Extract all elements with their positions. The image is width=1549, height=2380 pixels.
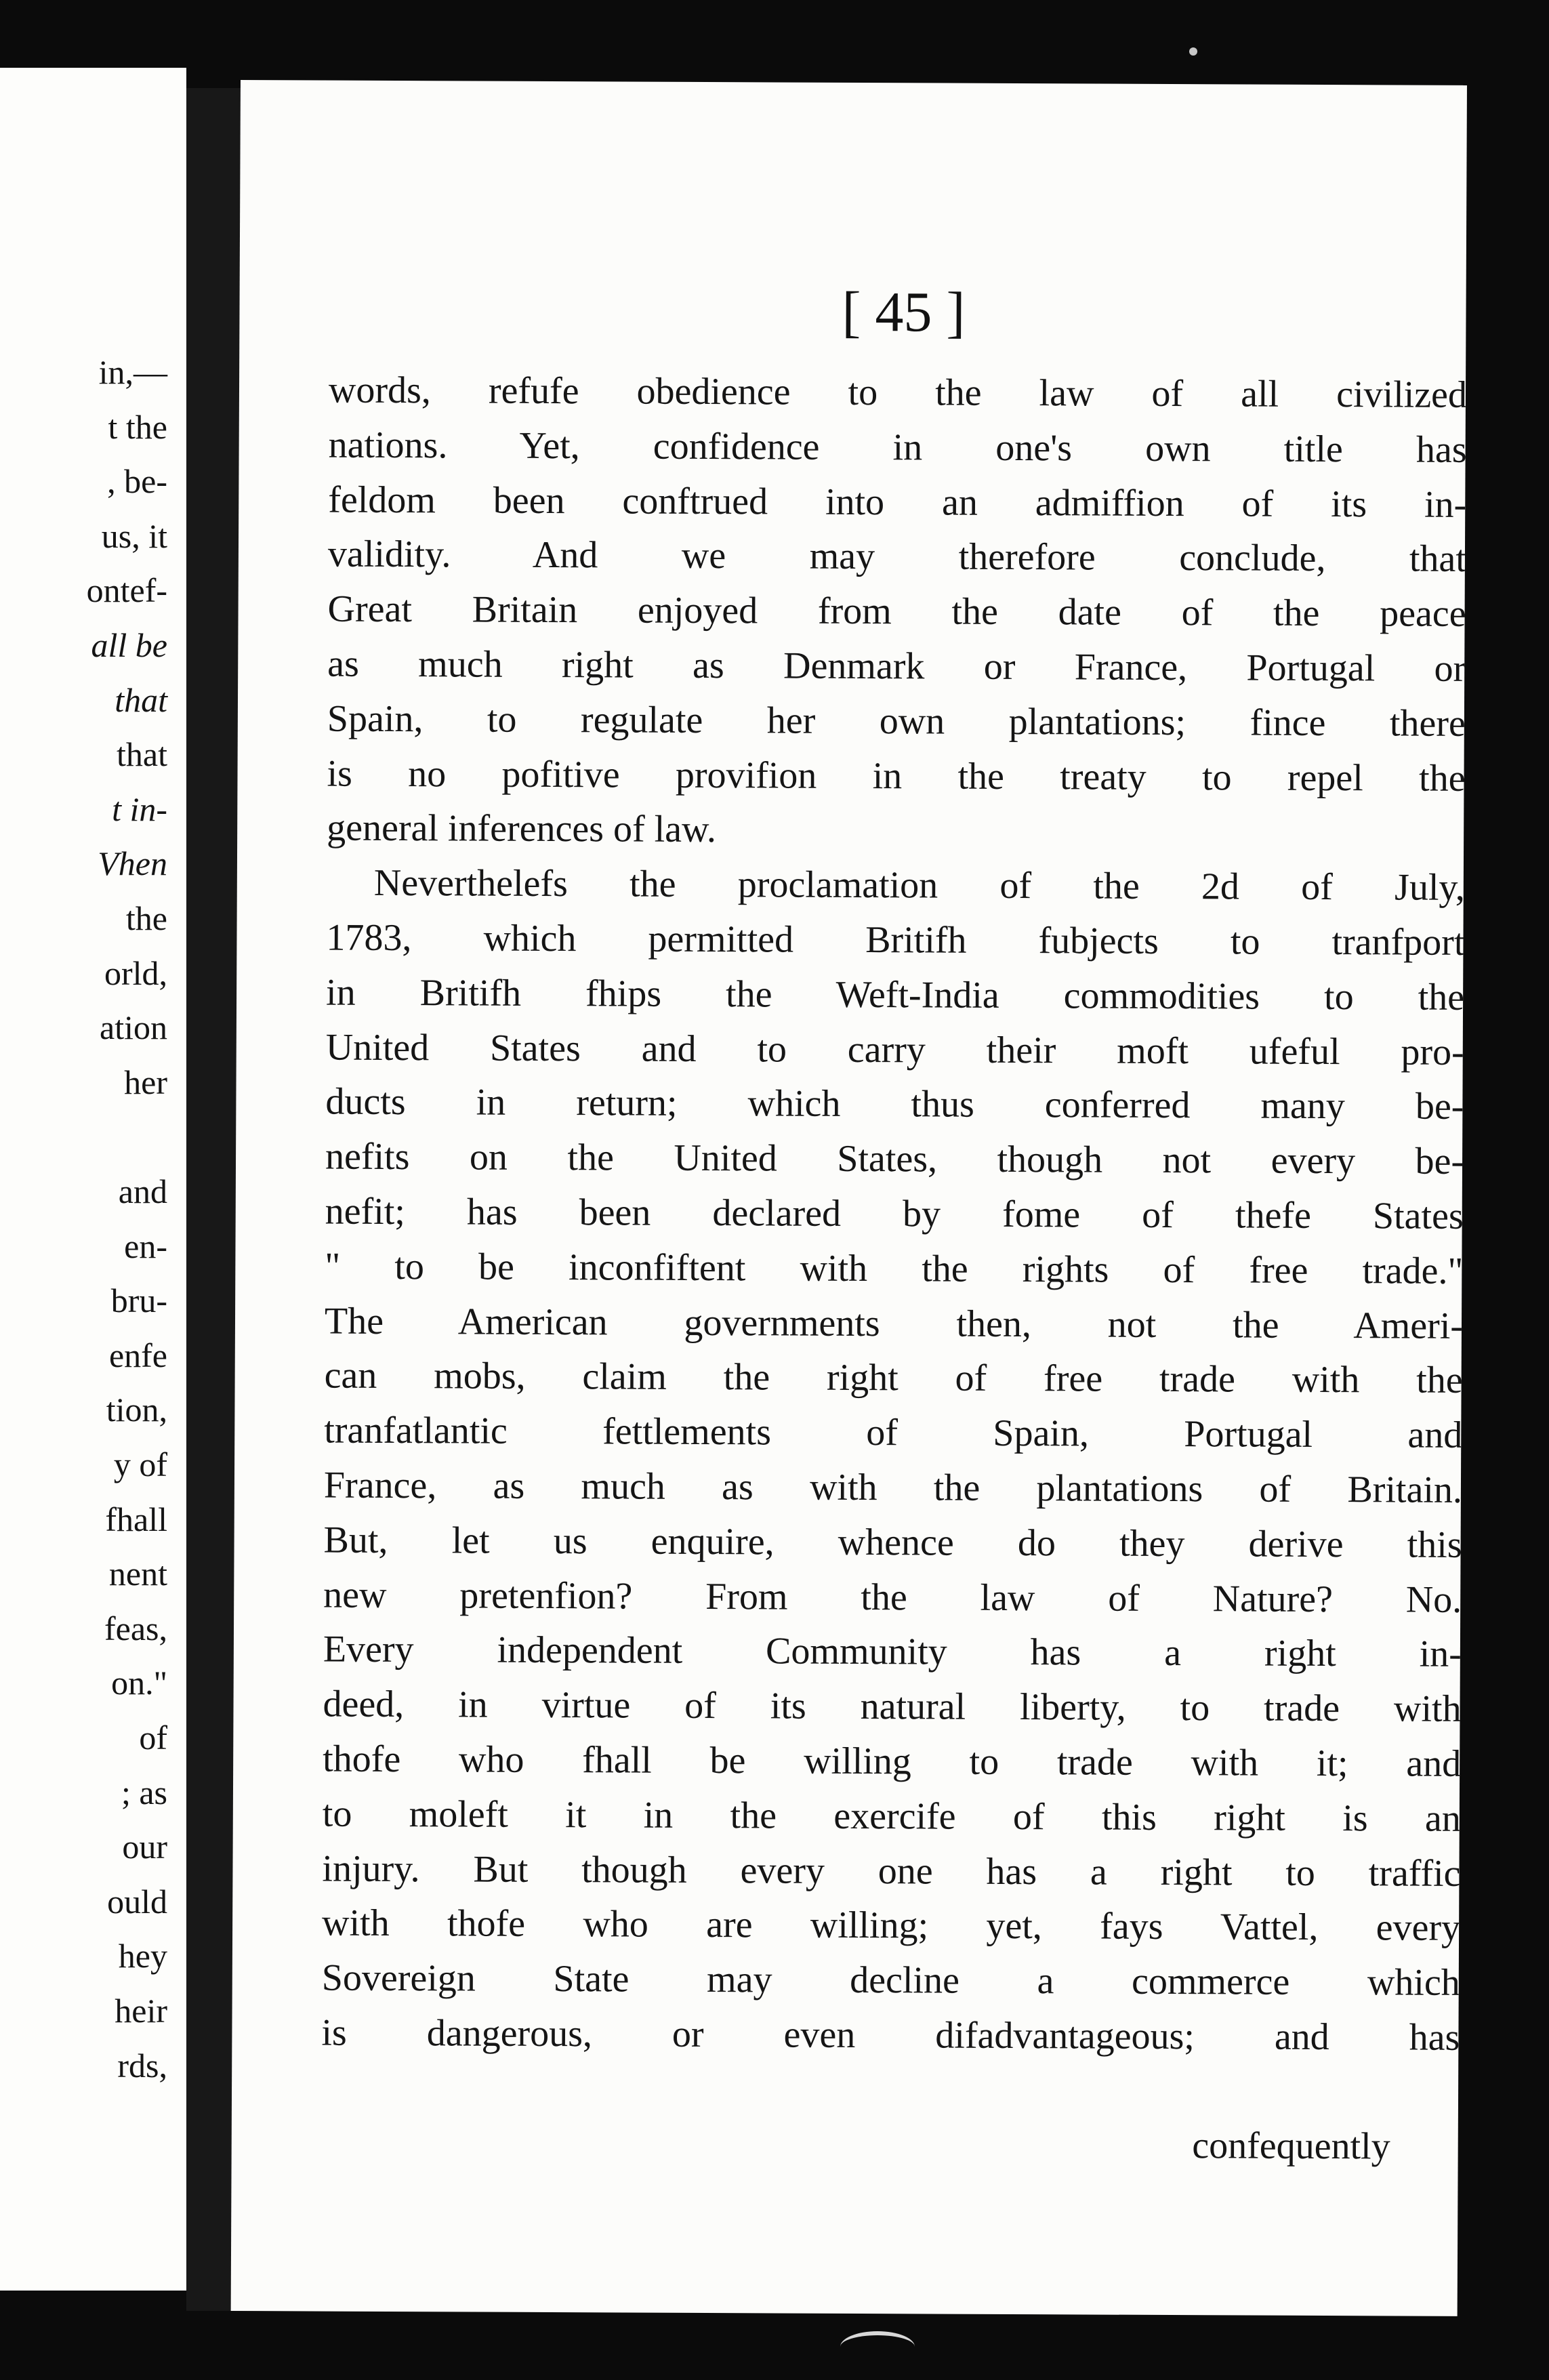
- left-page-line: our: [122, 1828, 167, 1866]
- left-page-line: hey: [118, 1937, 167, 1975]
- left-page-line: ould: [107, 1882, 167, 1921]
- page-text-line: validity. And we may therefore conclude, that: [327, 533, 1467, 581]
- page-number: [ 45 ]: [842, 280, 966, 344]
- left-page-line: and: [118, 1172, 167, 1210]
- page-text-line: Neverthelefs the proclamation of the 2d of July,: [373, 862, 1465, 909]
- catchword: confequently: [1192, 2125, 1390, 2168]
- page-text-line: nefit; has been declared by fome of thefe States: [325, 1190, 1464, 1237]
- left-page-line: Vhen: [98, 844, 167, 883]
- page-text-line: Sovereign State may decline a commerce which: [321, 1956, 1460, 2005]
- page-text-line: as much right as Denmark or France, Portugal or: [327, 642, 1466, 690]
- left-page-line: on.": [111, 1664, 167, 1702]
- left-page-line: ontef-: [86, 571, 167, 610]
- left-page-line: ; as: [121, 1773, 167, 1811]
- left-page-line: the: [125, 899, 167, 937]
- left-page-line: her: [124, 1063, 167, 1101]
- left-page-line: enfe: [108, 1336, 167, 1374]
- left-page-line: of: [139, 1719, 167, 1757]
- left-page-line: ation: [100, 1008, 167, 1047]
- page-text-line: Every independent Community has a right in-: [323, 1628, 1462, 1676]
- page-text-line: Spain, to regulate her own plantations; fince there: [327, 697, 1466, 745]
- page-text-line: " to be inconfiftent with the rights of free trade.": [325, 1245, 1464, 1292]
- page-text-line: France, as much as with the plantations of Britain.: [323, 1464, 1463, 1511]
- page-text-line: deed, in virtue of its natural liberty, to trade with: [323, 1683, 1462, 1731]
- page-text-line: is dangerous, or even difadvantageous; and has: [321, 2011, 1460, 2059]
- dust-speck: [1189, 47, 1197, 56]
- page-text-line: nations. Yet, confidence in one's own title has: [328, 424, 1467, 471]
- page-text-line: 1783, which permitted Britifh fubjects to tranfport: [326, 916, 1465, 964]
- page-text-line: is no pofitive provifion in the treaty to repel the: [327, 752, 1466, 800]
- left-page-line: orld,: [104, 953, 167, 992]
- page-text-line: But, let us enquire, whence do they derive this: [323, 1519, 1462, 1566]
- page-text-line: The American governments then, not the Ameri-: [324, 1300, 1464, 1347]
- page-text-line: new pretenfion? From the law of Nature? No.: [323, 1574, 1462, 1621]
- left-page-line: y of: [113, 1445, 167, 1483]
- page-text-line: ducts in return; which thus conferred many be-: [325, 1080, 1464, 1128]
- left-page-line: , be-: [107, 462, 167, 501]
- left-page-line: bru-: [110, 1281, 167, 1320]
- left-page-line: all be: [91, 626, 167, 664]
- scan-artifact: [840, 2331, 915, 2362]
- page-text-line: general inferences of law.: [327, 806, 717, 851]
- page-text-line: Great Britain enjoyed from the date of the peace: [327, 588, 1466, 636]
- page-text-line: thofe who fhall be willing to trade with it; and: [323, 1738, 1462, 1785]
- page-text-line: nefits on the United States, though not every be-: [325, 1135, 1464, 1183]
- left-page-line: that: [117, 735, 167, 774]
- left-page-line: en-: [124, 1227, 167, 1265]
- left-page-line: feas,: [104, 1609, 167, 1647]
- page-text-line: with thofe who are willing; yet, fays Vattel, every: [321, 1902, 1461, 1950]
- left-page-line: t the: [108, 407, 167, 446]
- left-page-line: us, it: [101, 516, 167, 555]
- page-text-line: in Britifh fhips the Weft-India commodities to the: [325, 971, 1465, 1019]
- left-page-line: rds,: [117, 2046, 167, 2085]
- left-page-line: nent: [108, 1555, 167, 1593]
- left-page-line: fhall: [105, 1500, 167, 1538]
- left-page-line: tion,: [106, 1391, 167, 1429]
- page-text-line: can mobs, claim the right of free trade with the: [324, 1354, 1463, 1402]
- left-page-line: heir: [115, 1992, 167, 2030]
- page-text-line: to moleft it in the exercife of this right is an: [322, 1792, 1461, 1840]
- left-page-fragment: [0, 68, 186, 2291]
- page-text-line: United States and to carry their moft ufeful pro-: [325, 1026, 1464, 1073]
- left-page-line: t in-: [112, 789, 167, 828]
- page-text-line: feldom been conftrued into an admiffion of its in-: [328, 478, 1467, 526]
- page-text-line: tranfatlantic fettlements of Spain, Portugal and: [324, 1409, 1463, 1457]
- book-page: [231, 80, 1467, 2316]
- page-text-line: injury. But though every one has a right to traffic: [322, 1847, 1461, 1895]
- left-page-line: in,—: [98, 353, 167, 391]
- page-text-line: words, refufe obedience to the law of all civilized: [328, 369, 1467, 416]
- left-page-line: that: [115, 680, 167, 719]
